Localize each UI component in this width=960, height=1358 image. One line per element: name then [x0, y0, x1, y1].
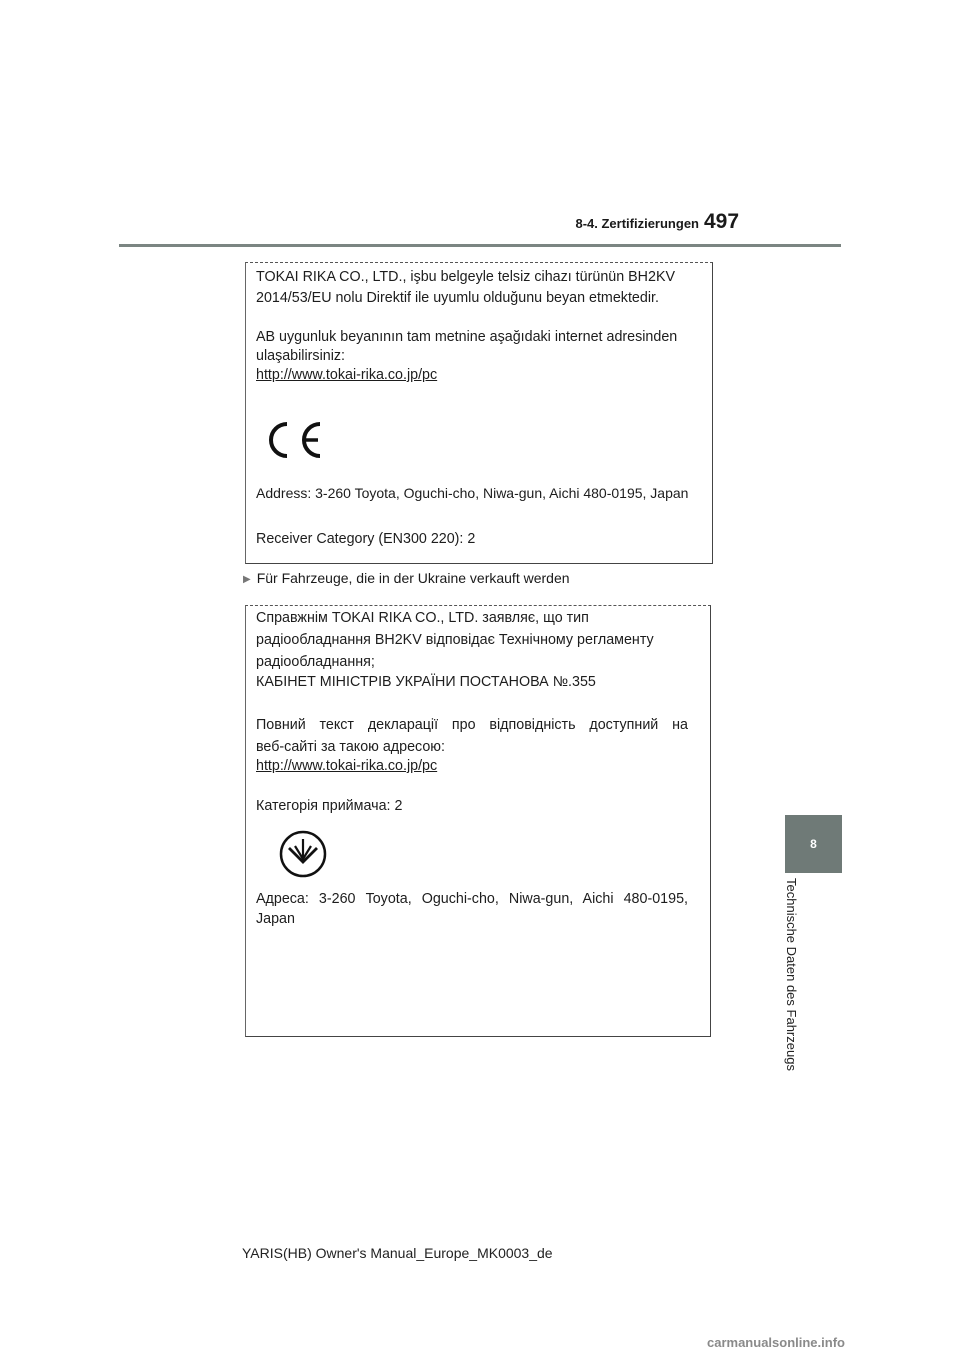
tr-address: Address: 3-260 Toyota, Oguchi-cho, Niwa-gun, Aichi 480-0195, Japan [256, 485, 689, 501]
tr-line-3: AB uygunluk beyanının tam metnine aşağıdaki internet adresinden [256, 329, 678, 345]
ua-line-6: веб-сайті за такою адресою: [256, 739, 445, 755]
header-divider [119, 244, 841, 247]
chapter-side-label-wrap [784, 878, 804, 1092]
ua-line-2: радіообладнання BH2KV відповідає Технічному регламенту [256, 632, 654, 648]
triangle-bullet-icon: ▶ [243, 574, 251, 585]
ukraine-bullet-text: Für Fahrzeuge, die in der Ukraine verkauft werden [256, 570, 570, 586]
site-watermark: carmanualsonline.info [707, 1335, 845, 1350]
ua-address-line-1: Адреса: 3-260 Toyota, Oguchi-cho, Niwa-gun, Aichi 480-0195, [256, 891, 688, 907]
tr-receiver-category: Receiver Category (EN300 220): 2 [256, 531, 476, 547]
ua-address-line-2: Japan [256, 911, 295, 927]
ua-line-3: радіообладнання; [256, 654, 375, 670]
page-number: 497 [704, 210, 740, 233]
tr-line-4: ulaşabilirsiniz: [256, 348, 345, 364]
ua-line-1: Справжнім TOKAI RIKA CO., LTD. заявляє, що тип [256, 610, 589, 626]
ce-mark-icon [260, 420, 324, 460]
ukraine-bullet [243, 570, 570, 586]
tr-line-1: TOKAI RIKA CO., LTD., işbu belgeyle telsiz cihazı türünün BH2KV [256, 269, 676, 285]
manual-footer: YARIS(HB) Owner's Manual_Europe_MK0003_de [242, 1245, 553, 1261]
chapter-tab [785, 815, 842, 873]
ua-line-5: Повний текст декларації про відповідність доступний на [256, 717, 688, 733]
tr-link[interactable]: http://www.tokai-rika.co.jp/pc [256, 367, 438, 383]
ukrainian-conformity-mark-icon [278, 829, 328, 879]
turkish-declaration-box [245, 262, 713, 564]
ukraine-declaration-box [245, 605, 711, 1037]
tr-line-2: 2014/53/EU nolu Direktif ile uyumlu olduğunu beyan etmektedir. [256, 290, 659, 306]
chapter-side-label: Technische Daten des Fahrzeugs [784, 878, 799, 1071]
section-title: 8-4. Zertifizierungen [575, 216, 699, 231]
ua-link[interactable]: http://www.tokai-rika.co.jp/pc [256, 758, 438, 774]
chapter-number: 8 [810, 837, 817, 851]
ua-line-4: КАБІНЕТ МІНІСТРІВ УКРАЇНИ ПОСТАНОВА №.355 [256, 674, 596, 690]
ua-category: Категорія приймача: 2 [256, 798, 403, 814]
